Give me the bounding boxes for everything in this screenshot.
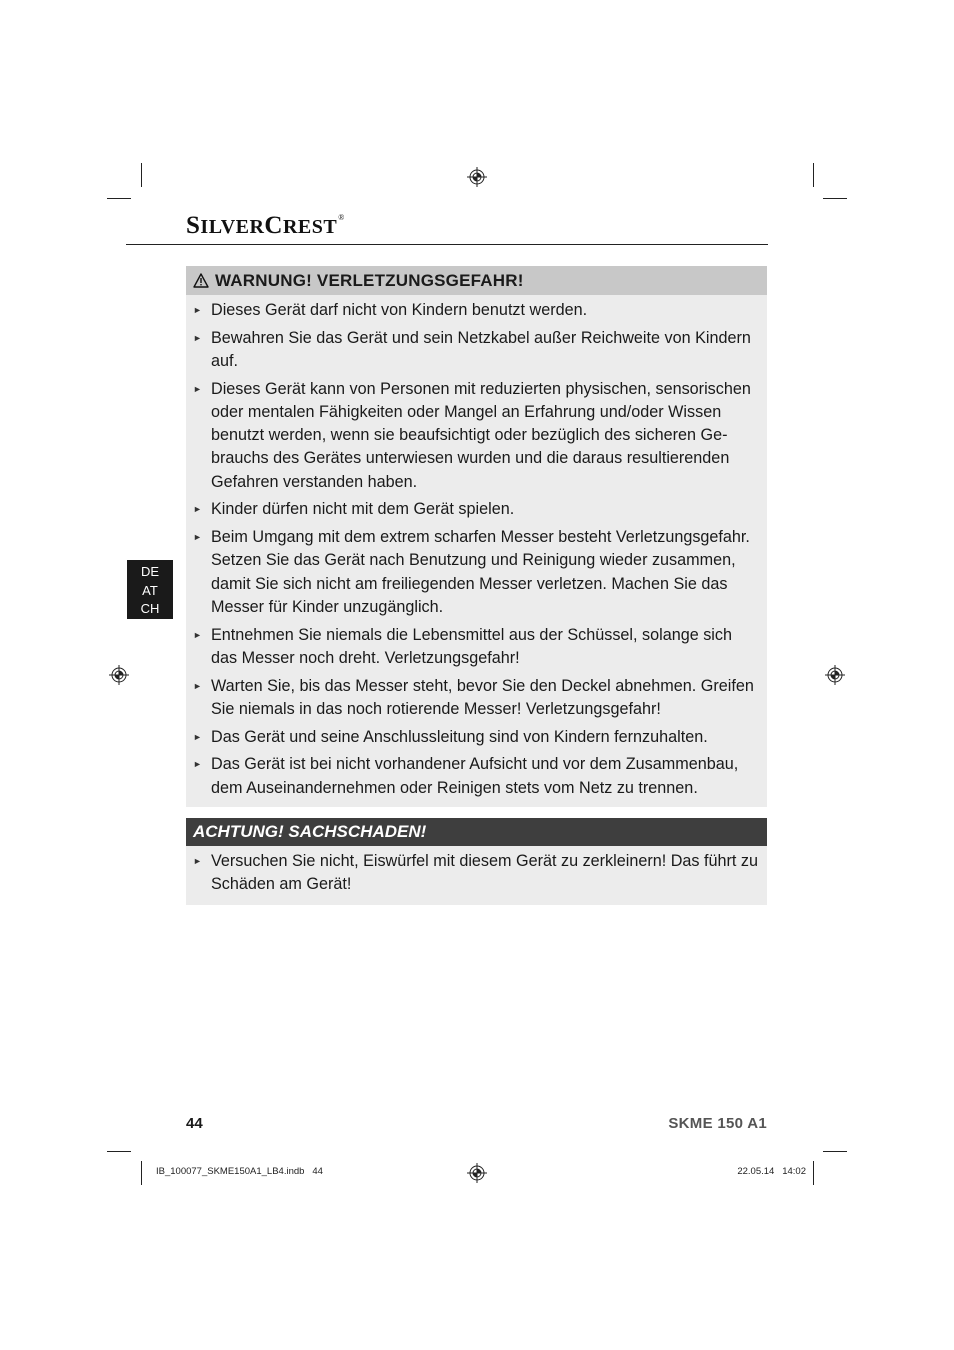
bullet-arrow-icon: ► (193, 305, 202, 315)
registration-mark-icon (825, 665, 845, 685)
bullet-arrow-icon: ► (193, 856, 202, 866)
list-item: ► Das Gerät ist bei nicht vorhandener Aufsicht und vor dem Zusammenbau, dem Auseinandernehmen oder Reinigen stets vom Netz zu trennen. (193, 755, 739, 797)
language-code: AT (142, 582, 158, 598)
list-item: ► Dieses Gerät darf nicht von Kindern benutzt werden. (192, 299, 759, 322)
caution-header (186, 818, 767, 846)
language-tab (127, 560, 173, 619)
page-number: 44 (186, 1115, 203, 1132)
language-code: DE (140, 564, 160, 579)
list-item: ► Beim Umgang mit dem extrem scharfen Messer besteht Verletzungsgefahr. Setzen Sie das Gerät nach Benutzung und Reinigung wieder zusammen, damit Sie sich nicht am freiliegenden Messer verletzen. Machen Sie das Messer für Kinder unzugänglich. (193, 528, 750, 616)
print-slug-date: 22.05.14 14:02 (737, 1166, 806, 1177)
list-item: ► Das Gerät und seine Anschlussleitung sind von Kindern fernzuhalten. (192, 726, 759, 749)
crop-mark (107, 1151, 131, 1152)
list-item: ► Versuchen Sie nicht, Eiswürfel mit diesem Gerät zu zerkleinern! Das führt zu Schäden am Gerät! (193, 852, 759, 894)
crop-mark (107, 198, 131, 199)
crop-mark (823, 1151, 847, 1152)
header-rule (126, 244, 768, 245)
caution-box (186, 818, 767, 905)
bullet-arrow-icon: ► (193, 759, 202, 770)
list-item: ► Bewahren Sie das Gerät und sein Netzkabel außer Reichweite von Kindern auf. (193, 328, 751, 370)
list-item: ► Dieses Gerät kann von Personen mit reduzierten physischen, sensorischen oder mentalen Fähigkeiten oder Mangel an Erfahrung und/oder Wissen benutzt werden, wenn sie beaufsichtigt oder bezüglich des sicheren Ge-brauchs des Gerätes unterwiesen wurden und die daraus resultierenden Gefahren verstanden haben. (193, 379, 751, 491)
print-slug-file: IB_100077_SKME150A1_LB4.indb 44 (156, 1166, 323, 1177)
crop-mark (823, 198, 847, 199)
crop-mark (141, 1161, 142, 1185)
bullet-arrow-icon: ► (193, 629, 202, 640)
list-item: ► Entnehmen Sie niemals die Lebensmittel aus der Schüssel, solange sich das Messer noch dreht. Verletzungsgefahr! (193, 625, 732, 667)
bullet-arrow-icon: ► (193, 680, 202, 691)
crop-mark (813, 163, 814, 187)
list-item: ► Kinder dürfen nicht mit dem Gerät spielen. (192, 498, 759, 521)
list-item: ► Warten Sie, bis das Messer steht, bevor Sie den Deckel abnehmen. Greifen Sie niemals in das noch rotierende Messer! Verletzungsgefahr! (193, 676, 754, 718)
warning-list (186, 295, 767, 800)
brand-logo: SILVERCREST® (186, 212, 345, 239)
crop-mark (813, 1161, 814, 1185)
warning-header (186, 266, 767, 295)
model-name: SKME 150 A1 (668, 1115, 767, 1132)
bullet-arrow-icon: ► (193, 504, 202, 515)
warning-box (186, 266, 767, 807)
bullet-arrow-icon: ► (193, 731, 202, 742)
bullet-arrow-icon: ► (193, 332, 202, 343)
caution-title: ACHTUNG! SACHSCHADEN! (193, 822, 427, 841)
bullet-arrow-icon: ► (193, 532, 202, 543)
warning-triangle-icon (193, 273, 209, 288)
registration-mark-icon (467, 167, 487, 187)
bullet-arrow-icon: ► (193, 383, 202, 394)
registration-mark-icon (109, 665, 129, 685)
registration-mark-icon (467, 1163, 487, 1183)
crop-mark (141, 163, 142, 187)
warning-title: WARNUNG! VERLETZUNGSGEFAHR! (215, 270, 524, 290)
caution-list (186, 846, 767, 896)
language-code: CH (140, 601, 160, 616)
